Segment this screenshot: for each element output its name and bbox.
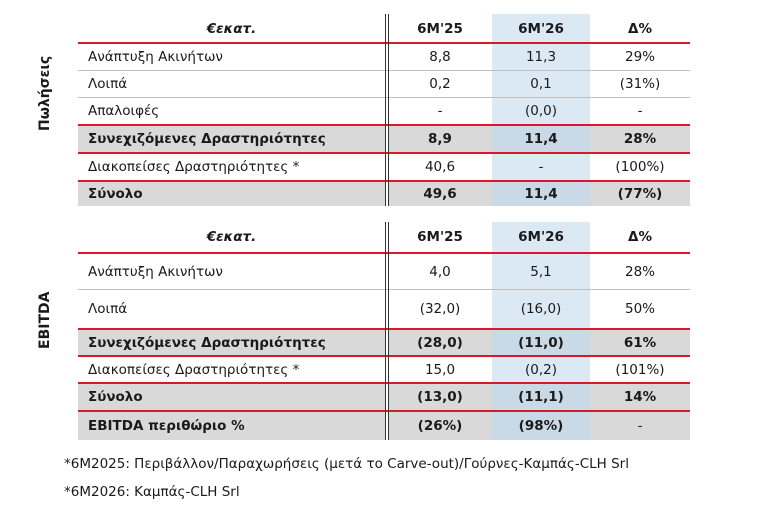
row-label: Συνεχιζόμενες Δραστηριότητες	[78, 126, 385, 152]
table-row-total	[78, 182, 690, 206]
ebitda-header-row	[78, 222, 690, 252]
table-row	[78, 357, 690, 382]
value-delta: 29%	[624, 49, 655, 65]
footnote-6m2025: *6M2025: Περιβάλλον/Παραχωρήσεις (μετά το Carve-out)/Γούρνες-Καμπάς-CLH Srl	[64, 456, 629, 472]
value-6m26: -	[538, 159, 544, 175]
value-6m26: (11,1)	[492, 384, 590, 410]
row-label: Ανάπτυξη Ακινήτων	[88, 49, 223, 65]
value-delta: 61%	[590, 330, 690, 355]
value-delta: (31%)	[619, 76, 661, 92]
row-label: Απαλοιφές	[88, 103, 160, 119]
value-6m26: 5,1	[530, 263, 552, 280]
value-delta: (100%)	[615, 159, 665, 175]
row-label: Σύνολο	[78, 182, 385, 206]
value-6m25: 15,0	[424, 361, 456, 378]
table-row	[78, 71, 690, 97]
value-delta: (77%)	[590, 182, 690, 206]
ebitda-side-label: EBITDA	[37, 291, 53, 349]
value-delta: 50%	[624, 301, 655, 317]
value-6m25: -	[437, 103, 443, 119]
value-6m25: (28,0)	[388, 330, 492, 355]
table-row	[78, 154, 690, 180]
sales-header-6m25: 6M'25	[417, 20, 463, 37]
value-6m26: 0,1	[530, 76, 552, 92]
table-row-total	[78, 384, 690, 410]
footnote-6m2026: *6M2026: Καμπάς-CLH Srl	[64, 484, 240, 500]
table-row	[78, 44, 690, 70]
value-delta: 28%	[624, 263, 655, 280]
value-6m26: (0,2)	[524, 361, 557, 378]
sales-side-label: Πωλήσεις	[37, 55, 53, 131]
value-6m26: (11,0)	[492, 330, 590, 355]
sales-header-6m26: 6M'26	[518, 20, 564, 37]
value-delta: -	[637, 103, 643, 119]
sales-header-row	[78, 14, 690, 43]
value-6m26: (98%)	[492, 412, 590, 440]
value-6m25: (26%)	[388, 412, 492, 440]
value-6m25: (32,0)	[419, 301, 461, 317]
value-6m25: 4,0	[429, 263, 451, 280]
row-label: Ανάπτυξη Ακινήτων	[88, 263, 223, 280]
table-row	[78, 254, 690, 289]
value-6m25: 40,6	[424, 159, 456, 175]
row-label: Λοιπά	[88, 301, 128, 317]
row-label: Σύνολο	[78, 384, 385, 410]
ebitda-header-6m26: 6M'26	[518, 229, 564, 245]
value-6m26: (16,0)	[520, 301, 562, 317]
value-6m26: (0,0)	[524, 103, 557, 119]
value-6m26: 11,3	[525, 49, 557, 65]
value-6m25: 8,8	[429, 49, 451, 65]
table-row-subtotal	[78, 126, 690, 152]
row-label: Διακοπείσες Δραστηριότητες *	[88, 361, 300, 378]
value-delta: 28%	[590, 126, 690, 152]
table-row-subtotal	[78, 330, 690, 355]
value-6m25: 8,9	[388, 126, 492, 152]
value-6m26: 11,4	[492, 126, 590, 152]
sales-table	[78, 14, 690, 206]
table-row	[78, 98, 690, 124]
value-6m25: (13,0)	[388, 384, 492, 410]
table-row	[78, 290, 690, 328]
ebitda-header-unit: €εκατ.	[206, 229, 257, 245]
sales-header-delta: Δ%	[628, 20, 652, 37]
value-delta: (101%)	[615, 361, 665, 378]
row-label: Λοιπά	[88, 76, 128, 92]
row-label: Συνεχιζόμενες Δραστηριότητες	[78, 330, 385, 355]
table-row-margin	[78, 412, 690, 440]
value-6m25: 49,6	[388, 182, 492, 206]
row-label: EBITDA περιθώριο %	[78, 412, 385, 440]
sales-header-unit: €εκατ.	[206, 20, 257, 37]
value-delta: 14%	[590, 384, 690, 410]
ebitda-header-delta: Δ%	[628, 229, 652, 245]
value-delta: -	[590, 412, 690, 440]
value-6m25: 0,2	[429, 76, 451, 92]
ebitda-header-6m25: 6M'25	[417, 229, 463, 245]
value-6m26: 11,4	[492, 182, 590, 206]
row-label: Διακοπείσες Δραστηριότητες *	[88, 159, 300, 175]
ebitda-table	[78, 222, 690, 440]
